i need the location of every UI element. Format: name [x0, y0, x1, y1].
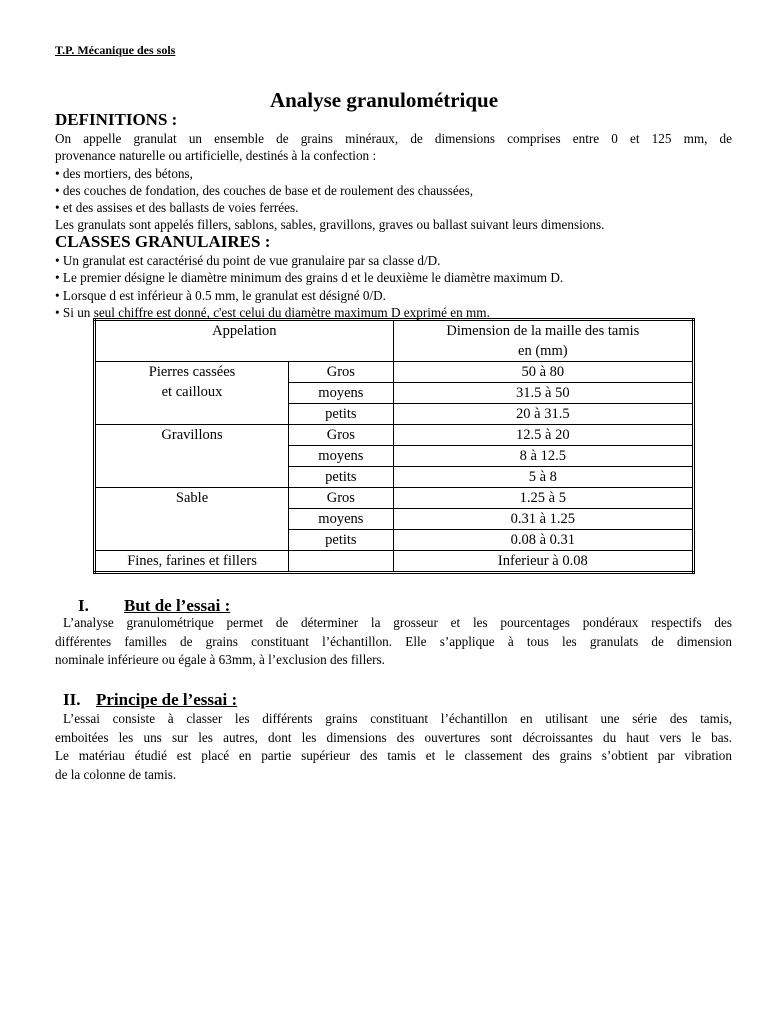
definitions-bullet: • et des assises et des ballasts de voies ferrées.	[55, 200, 299, 216]
section-1-number: I.	[78, 596, 89, 615]
table-header-dimension-line-2: en (mm)	[518, 343, 568, 359]
table-cell-range: 31.5 à 50	[393, 383, 693, 404]
section-2-line: L’essai consiste à classer les différents grains constituant l’échantillon en utilisant une série des tamis,	[63, 711, 732, 726]
section-2-title: Principe de l’essai :	[96, 690, 238, 709]
definitions-bullet: • des mortiers, des bétons,	[55, 165, 193, 181]
section-1-body	[55, 614, 732, 670]
definitions-closing: Les granulats sont appelés fillers, sablons, sables, gravillons, graves ou ballast suivant leurs dimensions.	[55, 217, 605, 233]
table-row	[95, 551, 694, 573]
section-1-line: nominale inférieure ou égale à 63mm, à l’exclusion des fillers.	[55, 652, 385, 667]
definitions-bullet: • des couches de fondation, des couches de base et de roulement des chaussées,	[55, 182, 474, 198]
table-cell-size: petits	[289, 467, 394, 488]
definitions-heading: DEFINITIONS :	[55, 110, 178, 129]
classes-bullet: • Un granulat est caractérisé du point de vue granulaire par sa classe d/D.	[55, 253, 441, 268]
classes-bullet: • Le premier désigne le diamètre minimum des grains d et le deuxième le diamètre maximum D.	[55, 270, 564, 286]
table-row	[95, 425, 694, 446]
table-cell-range: 20 à 31.5	[393, 404, 693, 425]
table-cell-size: petits	[289, 404, 394, 425]
granular-classes-table	[93, 318, 695, 574]
table-cell-range: 0.08 à 0.31	[393, 530, 693, 551]
table-group-name: Sable	[95, 488, 289, 551]
table-header-dimension	[393, 320, 693, 362]
table-cell-size: petits	[289, 530, 394, 551]
definitions-intro-line-2: provenance naturelle ou artificielle, destinés à la confection :	[55, 148, 377, 164]
table-cell-fines-name: Fines, farines et fillers	[95, 551, 289, 573]
table-cell-size: moyens	[289, 383, 394, 404]
table-cell-size: Gros	[289, 362, 394, 383]
table-row	[95, 362, 694, 383]
table-cell-size: Gros	[289, 425, 394, 446]
table-cell-size: moyens	[289, 509, 394, 530]
table-row	[95, 488, 694, 509]
classes-bullet: • Si un seul chiffre est donné, c'est celui du diamètre maximum D exprimé en mm.	[55, 304, 490, 320]
classes-body	[55, 252, 732, 321]
table-group-name-line-2: et cailloux	[161, 384, 223, 400]
section-2-heading	[63, 690, 237, 710]
table-header-dimension-line-1: Dimension de la maille des tamis	[446, 323, 640, 339]
section-1-line: différentes familles de grains constituant l’échantillon. Elle s’applique à tous les granulats de dimension	[55, 633, 732, 649]
table-group-name	[95, 362, 289, 425]
table-header-row	[95, 320, 694, 362]
section-1-line: L’analyse granulométrique permet de déterminer la grosseur et les pourcentages pondéraux respectifs des	[63, 615, 732, 630]
course-header: T.P. Mécanique des sols	[55, 43, 176, 57]
classes-bullet: • Lorsque d est inférieur à 0.5 mm, le granulat est désigné 0/D.	[55, 287, 386, 303]
section-1-title: But de l’essai :	[124, 596, 231, 615]
table-header-appelation: Appelation	[95, 320, 394, 362]
table-cell-range: Inferieur à 0.08	[393, 551, 693, 573]
table-cell-size: Gros	[289, 488, 394, 509]
table-cell-range: 1.25 à 5	[393, 488, 693, 509]
definitions-intro-line-1: On appelle granulat un ensemble de grains minéraux, de dimensions comprises entre 0 et 125 mm, de	[55, 131, 732, 146]
section-1-heading	[78, 596, 230, 616]
page-title: Analyse granulométrique	[269, 88, 499, 112]
table-cell-empty	[289, 551, 394, 573]
section-2-number: II.	[63, 690, 81, 709]
table-cell-range: 5 à 8	[393, 467, 693, 488]
section-2-line: de la colonne de tamis.	[55, 766, 177, 782]
table-cell-range: 12.5 à 20	[393, 425, 693, 446]
definitions-body	[55, 130, 732, 234]
section-2-body	[55, 710, 732, 784]
table-cell-size: moyens	[289, 446, 394, 467]
section-2-line: emboitées les uns sur les autres, dont les dimensions des ouvertures sont décroissantes du haut vers le bas.	[55, 729, 732, 745]
table-cell-range: 50 à 80	[393, 362, 693, 383]
table-group-name: Gravillons	[95, 425, 289, 488]
table-cell-range: 8 à 12.5	[393, 446, 693, 467]
table-cell-range: 0.31 à 1.25	[393, 509, 693, 530]
table-group-name-line-1: Pierres cassées	[148, 364, 236, 380]
classes-heading: CLASSES GRANULAIRES :	[55, 232, 271, 251]
section-2-line: Le matériau étudié est placé en partie supérieur des tamis et le classement des grains s’obtient par vibration	[55, 748, 732, 763]
